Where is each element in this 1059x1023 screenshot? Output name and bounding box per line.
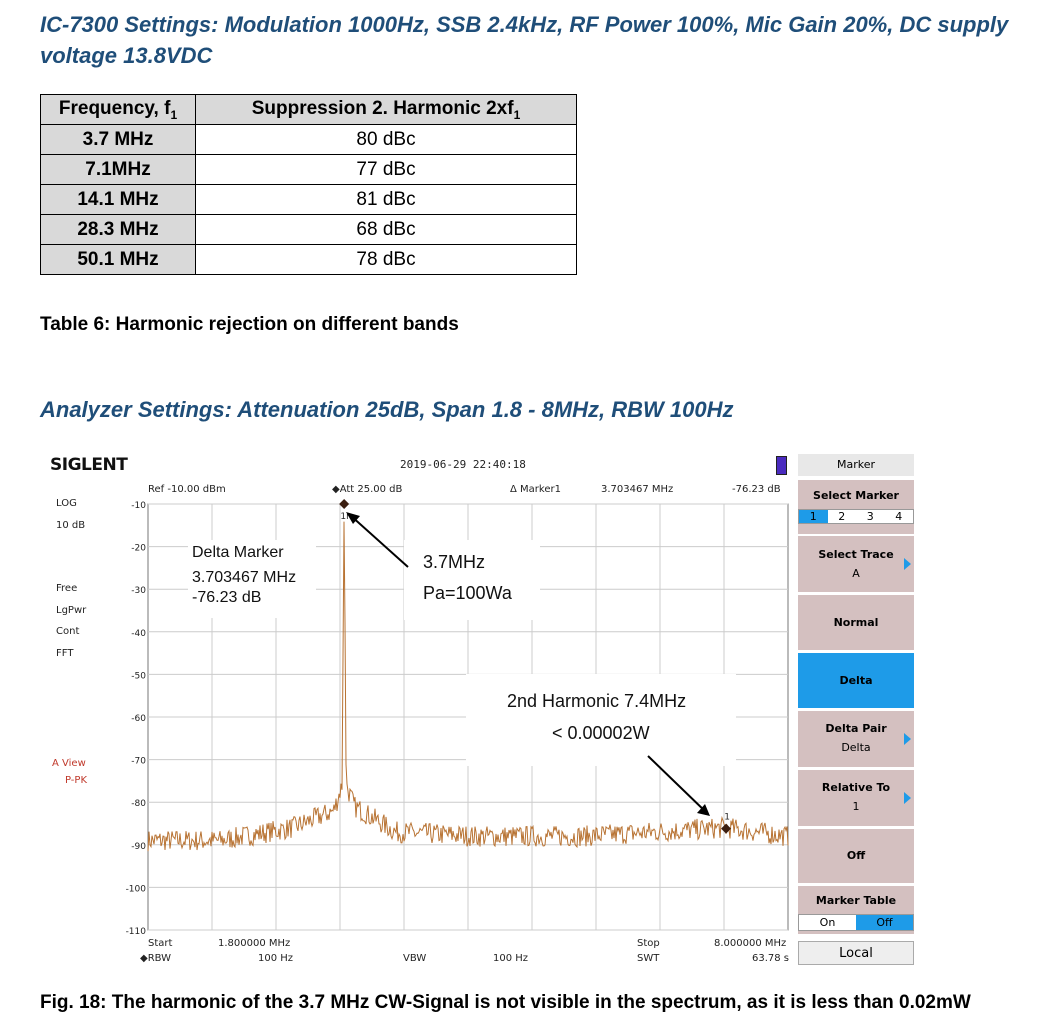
figure-caption: Fig. 18: The harmonic of the 3.7 MHz CW-Signal is not visible in the spectrum, as it is less than 0.02mW <box>40 992 971 1013</box>
select-marker-key[interactable] <box>798 480 914 534</box>
delta-key[interactable]: Delta <box>798 653 914 708</box>
table-row <box>41 185 577 215</box>
harmonic-arrow <box>648 756 708 814</box>
swt-label: SWT <box>637 953 660 964</box>
row-frequency: 3.7 MHz <box>41 125 196 155</box>
submenu-arrow-icon <box>904 733 911 745</box>
delta-pair-label: Delta Pair <box>825 722 887 735</box>
local-button[interactable]: Local <box>798 941 914 965</box>
vbw-value: 100 Hz <box>493 953 529 964</box>
spectrum-analyzer-screen <box>40 452 918 968</box>
table-row <box>41 125 577 155</box>
marker-num-1[interactable]: 1 <box>799 510 828 523</box>
table-caption: Table 6: Harmonic rejection on different bands <box>40 314 459 335</box>
marker-num-3[interactable]: 3 <box>866 510 874 523</box>
stop-label: Stop <box>637 938 660 949</box>
y-tick-label: -30 <box>131 586 146 597</box>
scale-div: 10 dB <box>56 520 86 531</box>
select-trace-key[interactable] <box>798 536 914 592</box>
stop-value: 8.000000 MHz <box>714 938 787 949</box>
marker-1-label: 1 <box>724 812 730 823</box>
settings-heading-line2: voltage 13.8VDC <box>40 43 213 68</box>
harmonic-title: 2nd Harmonic 7.4MHz <box>507 691 687 711</box>
delta-title: Delta Marker <box>192 544 284 561</box>
y-tick-label: -100 <box>125 884 146 895</box>
delta-pair-key[interactable] <box>798 711 914 767</box>
trigger-mode: Free <box>56 583 78 594</box>
submenu-arrow-icon <box>904 792 911 804</box>
y-tick-label: -70 <box>131 756 146 767</box>
normal-key[interactable]: Normal <box>798 595 914 650</box>
sweep-mode: Cont <box>56 626 80 637</box>
datetime: 2019-06-29 22:40:18 <box>400 458 526 471</box>
detector: P-PK <box>65 775 88 786</box>
marker-num-2[interactable]: 2 <box>838 510 846 523</box>
start-value: 1.800000 MHz <box>218 938 291 949</box>
header-frequency: Frequency, $f_1$ <box>41 95 196 125</box>
scale-type: LOG <box>56 498 77 509</box>
harmonic-value: < 0.00002W <box>552 723 650 743</box>
carrier-power: Pa=100Wa <box>423 583 512 603</box>
marker-frequency: 3.703467 MHz <box>601 484 674 495</box>
table-row <box>41 215 577 245</box>
row-frequency: 14.1 MHz <box>41 185 196 215</box>
marker-1r-label: 1r <box>340 512 350 522</box>
marker-table-label: Marker Table <box>815 894 897 907</box>
y-tick-label: -80 <box>131 799 146 810</box>
row-suppression: 78 dBc <box>196 245 577 275</box>
analyzer-heading: Analyzer Settings: Attenuation 25dB, Span 1.8 - 8MHz, RBW 100Hz <box>40 397 734 422</box>
start-label: Start <box>148 938 173 949</box>
delta-frequency: 3.703467 MHz <box>192 569 297 586</box>
select-trace-value: A <box>852 567 860 580</box>
marker-level: -76.23 dB <box>732 484 781 495</box>
relative-to-key[interactable] <box>798 770 914 826</box>
annotation-arrows <box>40 452 798 968</box>
marker-table-off[interactable]: Off <box>856 915 913 930</box>
relative-to-value: 1 <box>852 800 860 813</box>
row-frequency: 50.1 MHz <box>41 245 196 275</box>
table-row <box>41 245 577 275</box>
table-row <box>41 155 577 185</box>
sweep-type: FFT <box>56 648 74 659</box>
marker-table-key[interactable] <box>798 886 914 934</box>
settings-heading <box>40 9 1008 71</box>
row-suppression: 80 dBc <box>196 125 577 155</box>
swt-value: 63.78 s <box>752 953 790 964</box>
y-tick-label: -10 <box>131 501 146 511</box>
header-suppression: Suppression 2. Harmonic $2xf_1$ <box>196 95 577 125</box>
settings-heading-line1: IC-7300 Settings: Modulation 1000Hz, SSB 2.4kHz, RF Power 100%, Mic Gain 20%, DC supply <box>40 12 1009 37</box>
relative-to-label: Relative To <box>821 781 891 794</box>
avg-type: LgPwr <box>56 605 87 616</box>
select-trace-label: Select Trace <box>818 548 894 561</box>
submenu-arrow-icon <box>904 558 911 570</box>
ref-level: Ref -10.00 dBm <box>148 484 226 495</box>
delta-level: -76.23 dB <box>192 589 262 606</box>
harmonic-table <box>40 94 577 275</box>
vbw-label: VBW <box>403 953 427 964</box>
row-suppression: 81 dBc <box>196 185 577 215</box>
marker-table-on[interactable]: On <box>819 916 836 929</box>
marker-table-toggle <box>798 914 914 931</box>
off-key[interactable]: Off <box>798 829 914 883</box>
carrier-arrow <box>350 515 408 567</box>
trace-view: A View <box>52 758 86 769</box>
marker-num-4[interactable]: 4 <box>895 510 903 523</box>
menu-title: Marker <box>798 454 914 476</box>
carrier-frequency: 3.7MHz <box>423 552 486 572</box>
table-header-row <box>41 95 577 125</box>
row-suppression: 68 dBc <box>196 215 577 245</box>
rbw-label: ◆RBW <box>140 953 172 964</box>
brand-logo: SIGLENT <box>50 455 128 475</box>
y-tick-label: -110 <box>125 927 146 937</box>
marker-number-selector <box>798 509 914 524</box>
y-tick-label: -50 <box>131 671 146 682</box>
marker-label: Δ Marker1 <box>510 484 561 495</box>
row-suppression: 77 dBc <box>196 155 577 185</box>
y-tick-label: -90 <box>131 841 146 852</box>
y-tick-label: -40 <box>131 628 146 639</box>
y-tick-label: -20 <box>131 543 146 554</box>
rbw-value: 100 Hz <box>258 953 294 964</box>
delta-pair-value: Delta <box>841 741 871 754</box>
row-frequency: 7.1MHz <box>41 155 196 185</box>
y-tick-label: -60 <box>131 714 146 724</box>
select-marker-label: Select Marker <box>813 489 899 502</box>
row-frequency: 28.3 MHz <box>41 215 196 245</box>
attenuation: ◆Att 25.00 dB <box>332 484 403 495</box>
